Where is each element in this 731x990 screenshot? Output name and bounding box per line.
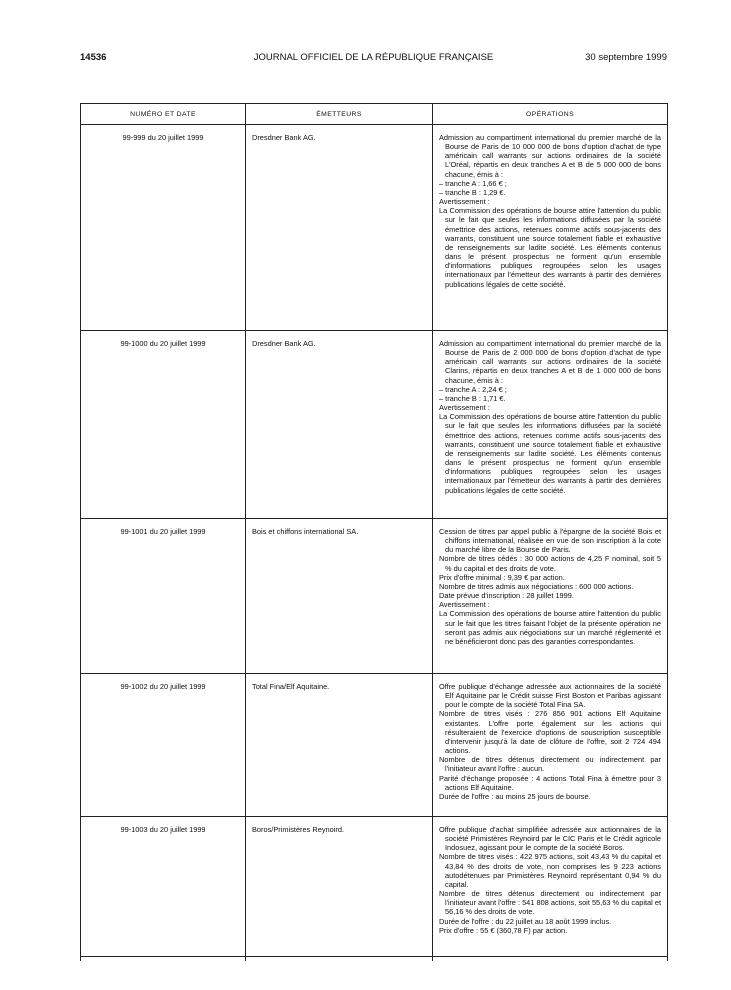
issue-date: 30 septembre 1999 [585, 52, 667, 63]
numero-date-cell: 99-1000 du 20 juillet 1999 [81, 331, 246, 519]
operations-cell [433, 331, 668, 519]
operation-paragraph: Avertissement : [439, 600, 490, 610]
emetteur-cell: Dresdner Bank AG. [246, 125, 433, 331]
emetteur-cell: Total Fina/Elf Aquitaine. [246, 674, 433, 817]
table-row [81, 125, 668, 331]
operation-paragraph: – tranche A : 2,24 € ; [439, 384, 507, 394]
operations-cell [433, 817, 668, 957]
operations-cell [433, 674, 668, 817]
operations-table [80, 103, 668, 961]
operation-paragraph: Durée de l'offre : au moins 25 jours de bourse. [439, 791, 591, 801]
operation-paragraph: Durée de l'offre : du 22 juillet au 18 août 1999 inclus. [439, 916, 612, 926]
operation-paragraph: Parité d'échange proposée : 4 actions Total Fina à émettre pour 3 actions Elf Aquitaine. [439, 773, 661, 792]
operation-paragraph: Nombre de titres admis aux négociations : 600 000 actions. [439, 581, 634, 591]
operation-paragraph: Nombre de titres cédés : 30 000 actions de 4,25 F nominal, soit 5 % du capital et des droits de vote. [439, 554, 661, 573]
table-body [81, 125, 668, 962]
numero-date-cell: 99-1001 du 20 juillet 1999 [81, 519, 246, 674]
operation-paragraph: Cession de titres par appel public à l'épargne de la société Bois et chiffons international, réalisée en vue de son inscription à la cote du marché libre de la Bourse de Paris. [439, 527, 661, 555]
operation-paragraph: Offre publique d'achat simplifiée adressée aux actionnaires de la société Primistères Reynoird par le CIC Paris et le Crédit agricole Indosuez, agissant pour le compte de la société Boros. [439, 825, 661, 853]
numero-date-cell: 99-999 du 20 juillet 1999 [81, 125, 246, 331]
numero-date-cell: 99-1002 du 20 juillet 1999 [81, 674, 246, 817]
operation-paragraph: Admission au compartiment international du premier marché de la Bourse de Paris de 2 000 000 de bons d'option d'achat de type américain call warrants sur actions ordinaires de la société Clarins, répartis en deux tranches A et B de 1 000 000 de bons chacune, émis à : [439, 339, 661, 385]
operation-paragraph: Admission au compartiment international du premier marché de la Bourse de Paris de 10 000 000 de bons d'option d'achat de type américain call warrants sur actions ordinaires de la société L'Oréal, répartis en deux tranches A et B de 5 000 000 de bons chacune, émis à : [439, 133, 661, 179]
table-continuation [81, 957, 668, 962]
table-row [81, 519, 668, 674]
column-header-emetteurs: ÉMETTEURS [246, 104, 433, 125]
emetteur-cell: Boros/Primistères Reynoird. [246, 817, 433, 957]
operations-cell [433, 125, 668, 331]
operations-cell [433, 519, 668, 674]
page-header [80, 52, 667, 66]
operation-paragraph: Date prévue d'inscription : 28 juillet 1999. [439, 591, 574, 601]
column-header-operations: OPÉRATIONS [433, 104, 668, 125]
operation-paragraph: La Commission des opérations de bourse attire l'attention du public sur le fait que les titres faisant l'objet de la présente opération ne seront pas admis aux négociations sur un marché réglementé et ne bénéficieront donc pas des garanties correspondantes. [439, 609, 661, 646]
emetteur-cell: Bois et chiffons international SA. [246, 519, 433, 674]
operation-paragraph: – tranche A : 1,66 € ; [439, 178, 507, 188]
operation-paragraph: – tranche B : 1,29 €. [439, 187, 506, 197]
column-header-numero: NUMÉRO ET DATE [81, 104, 246, 125]
operation-paragraph: Prix d'offre minimal : 9,39 € par action. [439, 572, 565, 582]
operation-paragraph: La Commission des opérations de bourse attire l'attention du public sur le fait que seules les informations diffusées par la société émettrice des actions, retenues comme actifs sous-jacents des warrants, constituent une source totalement fiable et exhaustive de renseignements sur ladite société. Les éléments contenus dans le présent prospectus ne forment qu'un ensemble d'informations publiques regroupées selon les usages internationaux par l'émetteur des warrants à partir des dernières publications légales de cette société. [439, 412, 661, 495]
page-number: 14536 [80, 52, 107, 63]
numero-date-cell: 99-1003 du 20 juillet 1999 [81, 817, 246, 957]
table-header-row [81, 104, 668, 125]
operation-paragraph: Nombre de titres détenus directement ou indirectement par l'initiateur avant l'offre : aucun. [439, 755, 661, 774]
operation-paragraph: Prix d'offre : 55 € (360,78 F) par action. [439, 925, 568, 935]
operation-paragraph: Nombre de titres visés : 276 856 901 actions Elf Aquitaine existantes. L'offre porte également sur les actions qui résulteraient de l'exercice d'options de souscription susceptible d'intervenir jusqu'à la date de clôture de l'offre, soit 2 724 494 actions. [439, 709, 661, 756]
table-row [81, 331, 668, 519]
operation-paragraph: Nombre de titres visés : 422 975 actions, soit 43,43 % du capital et 43,84 % des droits de vote, non comprises les 9 223 actions autodétenues par Primistères Reynoird représentant 0,94 % du capital. [439, 852, 661, 889]
table-row [81, 817, 668, 957]
operation-paragraph: Avertissement : [439, 197, 490, 207]
table-row [81, 674, 668, 817]
emetteur-cell: Dresdner Bank AG. [246, 331, 433, 519]
operation-paragraph: – tranche B : 1,71 €. [439, 393, 506, 403]
operation-paragraph: Offre publique d'échange adressée aux actionnaires de la société Elf Aquitaine par le Crédit suisse First Boston et Paribas agissant pour le compte de la société Total Fina SA. [439, 682, 661, 710]
journal-title: JOURNAL OFFICIEL DE LA RÉPUBLIQUE FRANÇAISE [253, 52, 494, 63]
operation-paragraph: La Commission des opérations de bourse attire l'attention du public sur le fait que seules les informations diffusées par la société émettrice des actions, retenues comme actifs sous-jacents des warrants, constituent une source totalement fiable et exhaustive de renseignements sur ladite société. Les éléments contenus dans le présent prospectus ne forment qu'un ensemble d'informations publiques regroupées selon les usages internationaux par l'émetteur des warrants à partir des dernières publications légales de cette société. [439, 206, 661, 289]
operation-paragraph: Nombre de titres détenus directement ou indirectement par l'initiateur avant l'offre : 541 808 actions, soit 55,63 % du capital et 56,16 % des droits de vote. [439, 889, 661, 917]
operation-paragraph: Avertissement : [439, 403, 490, 413]
